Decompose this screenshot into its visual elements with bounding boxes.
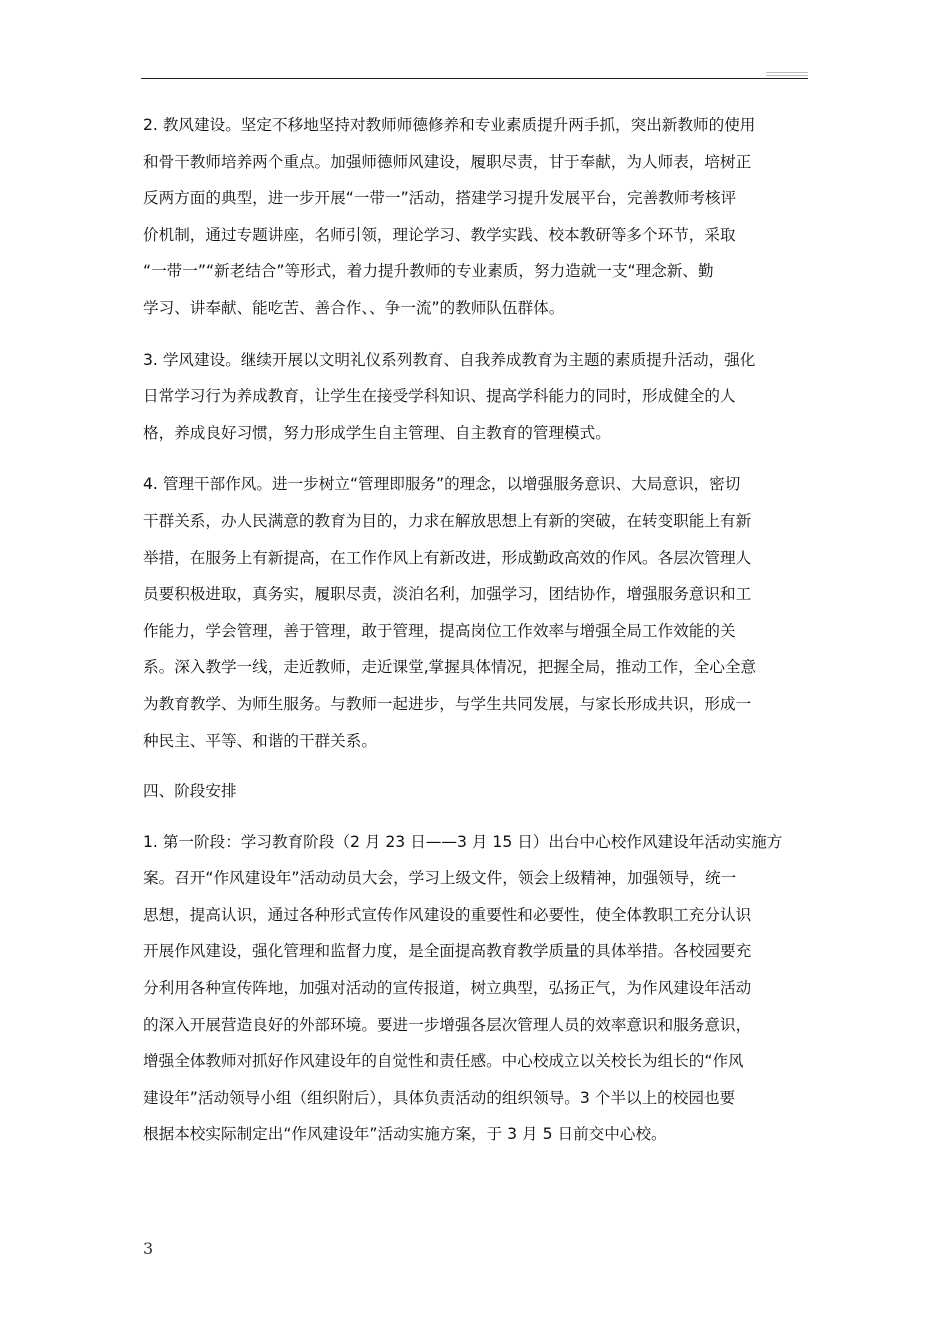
text-line: 作能力，学会管理，善于管理，敢于管理，提高岗位工作效率与增强全局工作效能的关: [143, 621, 736, 640]
text-line: “一带一”“新老结合”等形式，着力提升教师的专业素质，努力造就一支“理念新、勤: [143, 262, 714, 281]
text-line: 员要积极进取，真务实，履职尽责，淡泊名利，加强学习，团结协作，增强服务意识和工: [143, 585, 752, 604]
text-line: 和骨干教师培养两个重点。加强师德师风建设，履职尽责，甘于奉献，为人师表，培树正: [143, 152, 752, 171]
section-heading: [143, 773, 811, 810]
text-line: 2. 教风建设。坚定不移地坚持对教师师德修养和专业素质提升两手抓，突出新教师的使用: [143, 116, 756, 134]
document-body: [143, 107, 811, 1153]
text-line: 增强全体教师对抓好作风建设年的自觉性和责任感。中心校成立以关校长为组长的“作风: [143, 1052, 744, 1071]
text-line: 格，养成良好习惯，努力形成学生自主管理、自主教育的管理模式。: [143, 423, 611, 442]
paragraph-teaching-style: [143, 107, 811, 327]
text-line: 根据本校实际制定出“作风建设年”活动实施方案，于 3 月 5 日前交中心校。: [143, 1125, 667, 1144]
text-line: 4. 管理干部作风。进一步树立“管理即服务”的理念，以增强服务意识、大局意识，密切: [143, 475, 741, 494]
text-line: 种民主、平等、和谐的干群关系。: [143, 731, 377, 750]
text-line: 分利用各种宣传阵地，加强对活动的宣传报道，树立典型，弘扬正气，为作风建设年活动: [143, 979, 752, 998]
text-line: 建设年”活动领导小组（组织附后），具体负责活动的组织领导。3 个半以上的校园也要: [143, 1088, 736, 1107]
page-number: 3: [143, 1239, 154, 1258]
paragraph-management-style: [143, 466, 811, 759]
text-line: 干群关系，办人民满意的教育为目的，力求在解放思想上有新的突破，在转变职能上有新: [143, 511, 752, 530]
heading-text: 四、阶段安排: [143, 782, 237, 801]
header-rule: [141, 78, 808, 79]
text-line: 举措，在服务上有新提高，在工作作风上有新改进，形成勤政高效的作风。各层次管理人: [143, 548, 752, 567]
text-line: 3. 学风建设。继续开展以文明礼仪系列教育、自我养成教育为主题的素质提升活动，强化: [143, 350, 756, 369]
paragraph-stage-one: [143, 824, 811, 1153]
text-line: 思想，提高认识，通过各种形式宣传作风建设的重要性和必要性，使全体教职工充分认识: [143, 905, 752, 924]
text-line: 反两方面的典型，进一步开展“一带一”活动，搭建学习提升发展平台，完善教师考核评: [143, 189, 737, 208]
text-line: 学习、讲奉献、能吃苦、善合作、、争一流”的教师队伍群体。: [143, 298, 565, 317]
text-line: 为教育教学、为师生服务。与教师一起进步，与学生共同发展，与家长形成共识，形成一: [143, 694, 752, 713]
text-line: 日常学习行为养成教育，让学生在接受学科知识、提高学科能力的同时，形成健全的人: [143, 387, 736, 406]
text-line: 案。召开“作风建设年”活动动员大会，学习上级文件，领会上级精神，加强领导，统一: [143, 869, 737, 888]
header-mark: [766, 72, 808, 73]
text-line: 价机制，通过专题讲座，名师引领，理论学习、教学实践、校本教研等多个环节，采取: [143, 225, 736, 244]
text-line: 开展作风建设，强化管理和监督力度，是全面提高教育教学质量的具体举措。各校园要充: [143, 942, 752, 961]
text-line: 系。深入教学一线，走近教师，走近课堂,掌握具体情况，把握全局，推动工作，全心全意: [143, 658, 757, 677]
paragraph-study-style: [143, 342, 811, 452]
header-mark: [766, 75, 808, 76]
text-line: 1. 第一阶段：学习教育阶段（2 月 23 日——3 月 15 日）出台中心校作风建设年活动实施方: [143, 832, 783, 851]
text-line: 的深入开展营造良好的外部环境。要进一步增强各层次管理人员的效率意识和服务意识，: [143, 1015, 752, 1034]
